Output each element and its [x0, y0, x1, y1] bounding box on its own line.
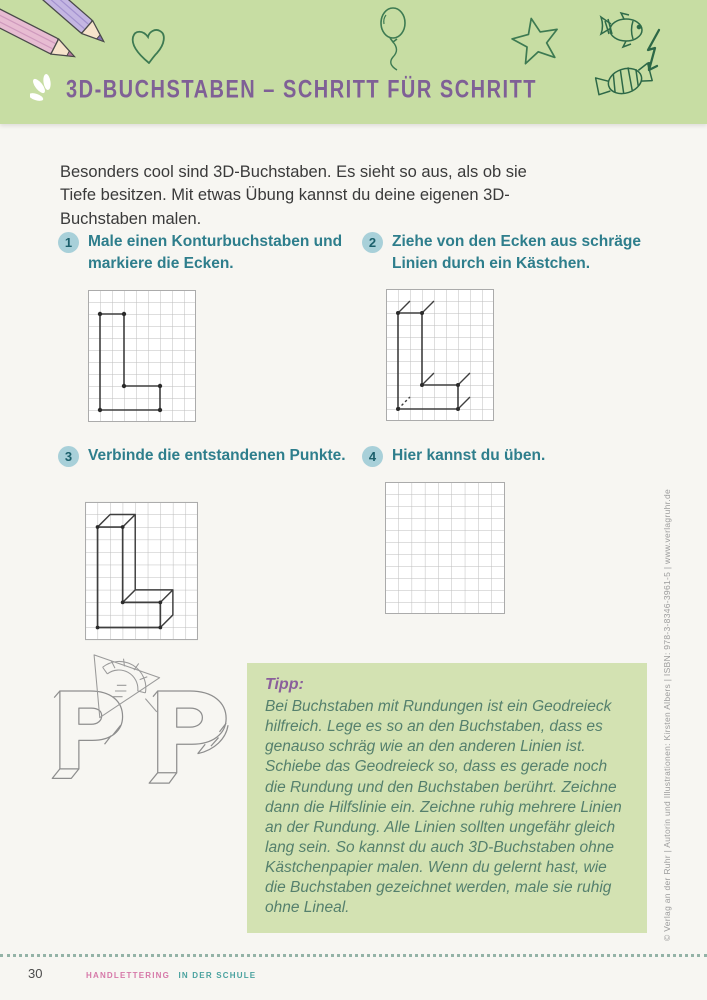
footer-dotted-divider — [0, 954, 707, 957]
star-icon — [510, 15, 562, 65]
series-title-primary: HANDLETTERING — [86, 971, 171, 980]
step-2 — [362, 231, 664, 274]
tip-box — [247, 663, 647, 933]
step-2-number-badge: 2 — [362, 232, 383, 253]
balloon-icon — [372, 4, 418, 74]
step-2-label: Ziehe von den Ecken aus schräge Linien durch ein Kästchen. — [392, 233, 641, 272]
tip-text: Bei Buchstaben mit Rundungen ist ein Geodreieck hilfreich. Lege es so an den Buchstaben, dass es genauso schräg wie an den anderen Linien ist. Schiebe das Geodreieck so, dass es gerade noch die Rundung und den Buchstaben berührt. Zeichne dann die Hilfslinie ein. Zeichne ruhig mehrere Linien an der Rundung. Alle Linien sollten ungefähr gleich lang sein. So kannst du auch 3D-Buchstaben ohne Kästchenpapier malen. Wenn du gelernt hast, wie die Buchstaben gezeichnet werden, male sie ruhig ohne Lineal. — [265, 698, 622, 917]
heart-icon — [128, 25, 170, 69]
step-2-grid-diagram — [386, 289, 494, 421]
step-1-number-badge: 1 — [58, 232, 79, 253]
intro-paragraph: Besonders cool sind 3D-Buchstaben. Es sieht so aus, als ob sie Tiefe besitzen. Mit etwas Übung kannst du deine eigenen 3D-Buchstaben malen. — [60, 162, 527, 229]
letter-p-3d-sketch-with-geodreieck — [48, 653, 238, 786]
step-3 — [58, 445, 360, 467]
step-4-label: Hier kannst du üben. — [392, 447, 546, 464]
tip-label: Tipp: — [265, 676, 304, 693]
series-title-secondary: IN DER SCHULE — [178, 971, 257, 980]
page-number: 30 — [28, 966, 43, 981]
copyright-credit: © Verlag an der Ruhr | Autorin und Illustrationen: Kirsten Albers | ISBN: 978-3-8346-3961-5 | www.verlagruhr.de — [662, 488, 672, 942]
step-1 — [58, 231, 360, 274]
step-1-grid-diagram — [88, 290, 196, 422]
page-title: 3D-BUCHSTABEN – SCHRITT FÜR SCHRITT — [66, 75, 538, 104]
candy-icon — [592, 58, 658, 104]
step-4-number-badge: 4 — [362, 446, 383, 467]
leaf-sparkle-icon — [30, 74, 56, 106]
step-3-number-badge: 3 — [58, 446, 79, 467]
step-1-label: Male einen Konturbuchstaben und markiere die Ecken. — [88, 233, 343, 272]
series-title — [86, 971, 256, 980]
step-3-grid-diagram — [85, 500, 198, 642]
step-4-practice-grid — [385, 482, 505, 614]
step-4 — [362, 445, 664, 467]
step-3-label: Verbinde die entstandenen Punkte. — [88, 447, 346, 464]
header-band — [0, 0, 707, 124]
